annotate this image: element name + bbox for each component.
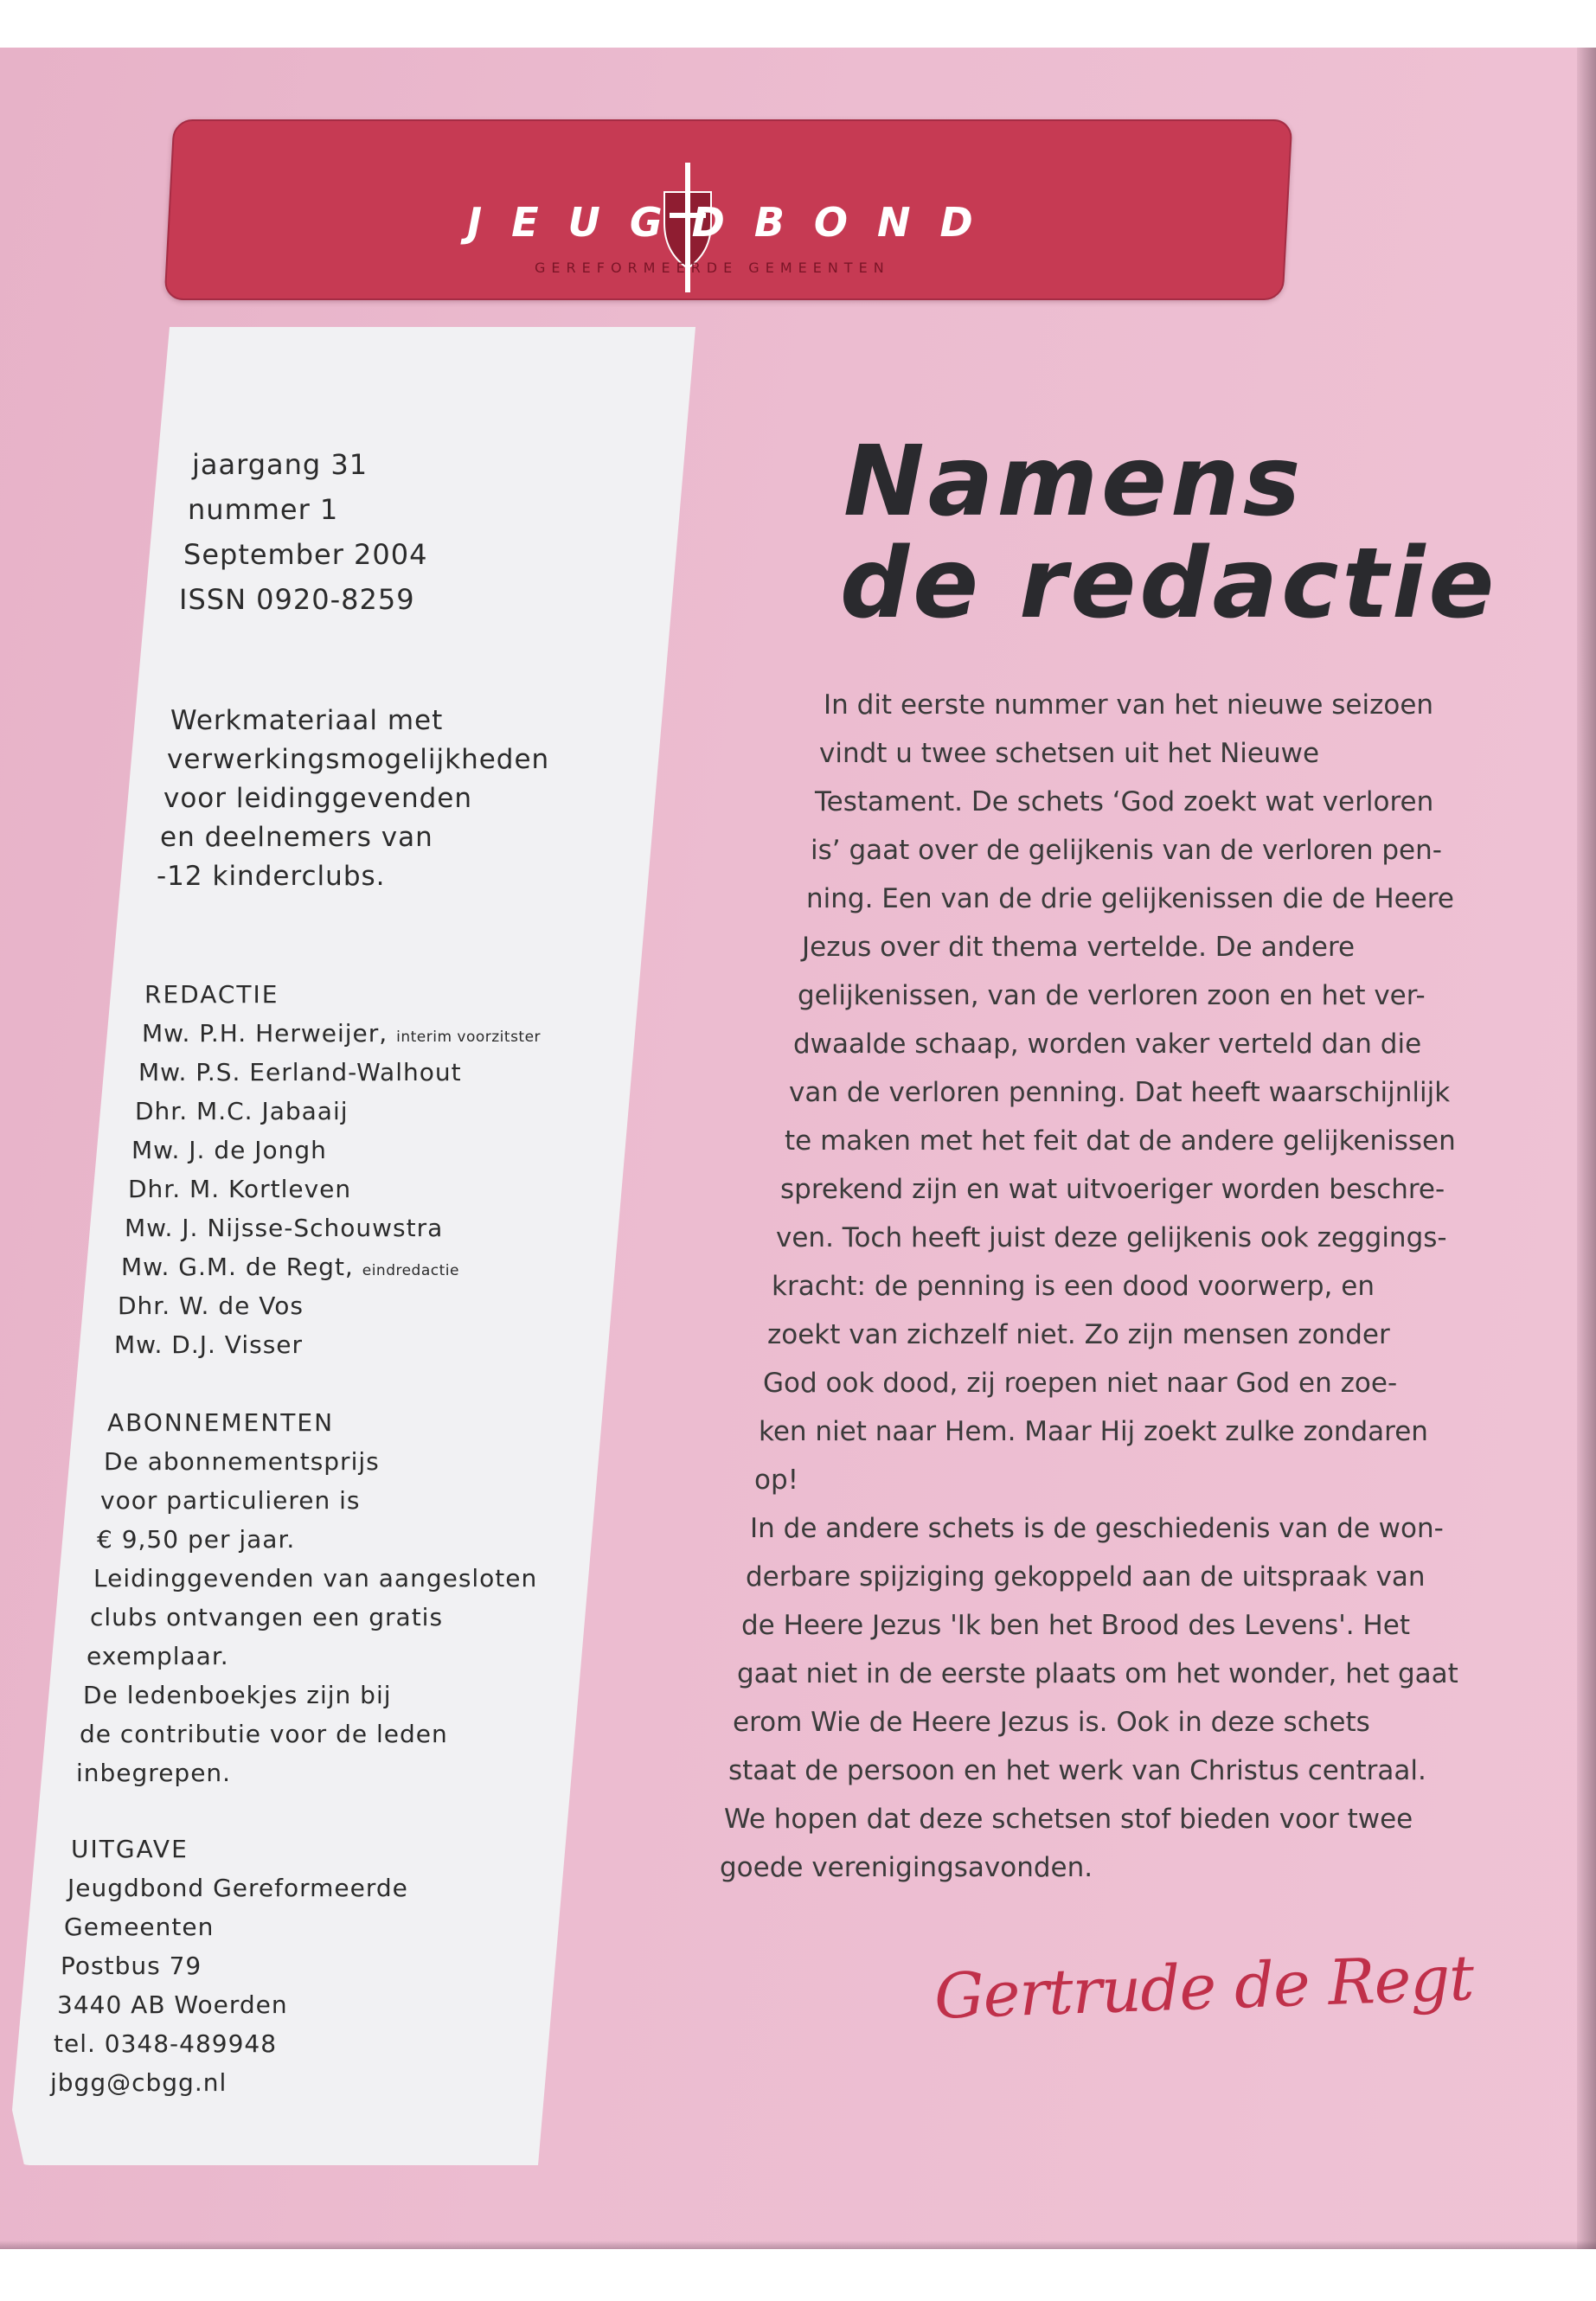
article-line: Testament. De schets ‘God zoekt wat verloren	[815, 786, 1434, 817]
uitgave-line: Jeugdbond Gereformeerde	[67, 1874, 408, 1902]
article-line: van de verloren penning. Dat heeft waarschijnlijk	[789, 1077, 1451, 1108]
redactie-member: Dhr. M.C. Jabaaij	[135, 1097, 349, 1125]
uitgave-email: jbgg@cbgg.nl	[50, 2068, 228, 2097]
abonnementen-line: € 9,50 per jaar.	[97, 1525, 296, 1554]
redactie-member: Mw. J. de Jongh	[131, 1136, 327, 1164]
redactie-member: Mw. J. Nijsse-Schouwstra	[125, 1214, 444, 1242]
uitgave-heading: UITGAVE	[71, 1835, 189, 1863]
article-title	[840, 426, 1498, 640]
article-line: derbare spijziging gekoppeld aan de uitspraak van	[746, 1561, 1426, 1593]
logo-subtitle: GEREFORMEERDE GEMEENTEN	[535, 260, 890, 276]
redactie-heading: REDACTIE	[144, 980, 279, 1009]
page-bottom-shadow	[0, 2240, 1596, 2249]
article-line: vindt u twee schetsen uit het Nieuwe	[819, 738, 1320, 769]
editor-signature: Gertrude de Regt	[933, 1941, 1475, 2033]
redactie-member: Dhr. M. Kortleven	[128, 1175, 352, 1203]
article-line: In dit eerste nummer van het nieuwe seizoen	[824, 689, 1434, 721]
uitgave-line: Postbus 79	[61, 1952, 202, 1980]
abonnementen-line: inbegrepen.	[76, 1759, 232, 1787]
redactie-member: Dhr. W. de Vos	[118, 1292, 304, 1320]
article-line: goede verenigingsavonden.	[720, 1852, 1093, 1883]
abonnementen-line: De ledenboekjes zijn bij	[83, 1681, 392, 1709]
redactie-member: Mw. P.S. Eerland-Walhout	[138, 1058, 462, 1086]
abonnementen-line: voor particulieren is	[100, 1486, 361, 1515]
logo-word: JEUGDBOND	[467, 199, 1003, 246]
redactie-member: Mw. D.J. Visser	[114, 1330, 304, 1359]
article-line: gaat niet in de eerste plaats om het wonder, het gaat	[737, 1658, 1458, 1689]
intro-line: Werkmateriaal met	[170, 705, 444, 736]
abonnementen-line: exemplaar.	[87, 1642, 229, 1670]
abonnementen-line: de contributie voor de leden	[80, 1720, 448, 1748]
intro-line: en deelnemers van	[160, 822, 433, 853]
article-line: ven. Toch heeft juist deze gelijkenis ook zeggings-	[776, 1222, 1447, 1253]
article-line: op!	[754, 1465, 799, 1496]
article-line: kracht: de penning is een dood voorwerp, en	[772, 1271, 1375, 1302]
abonnementen-line: De abonnementsprijs	[104, 1447, 380, 1476]
article-line: sprekend zijn en wat uitvoeriger worden beschre-	[780, 1174, 1445, 1205]
uitgave-line: tel. 0348-489948	[54, 2029, 278, 2058]
article-line: God ook dood, zij roepen niet naar God en zoe-	[763, 1368, 1398, 1399]
jeugdbond-logo	[450, 154, 1003, 284]
article-line: de Heere Jezus 'Ik ben het Brood des Levens'. Het	[741, 1610, 1410, 1641]
redactie-member: Mw. G.M. de Regt, eindredactie	[121, 1253, 459, 1281]
article-line: gelijkenissen, van de verloren zoon en het ver-	[798, 980, 1426, 1011]
article-line: zoekt van zichzelf niet. Zo zijn mensen zonder	[767, 1319, 1390, 1350]
article-line: te maken met het feit dat de andere gelijkenissen	[785, 1125, 1456, 1157]
article-line: ken niet naar Hem. Maar Hij zoekt zulke zondaren	[759, 1416, 1428, 1447]
abonnementen-line: clubs ontvangen een gratis	[90, 1603, 444, 1631]
title-line-1: Namens	[843, 426, 1304, 538]
member-role: eindredactie	[362, 1262, 459, 1279]
abonnementen-heading: ABONNEMENTEN	[107, 1408, 335, 1437]
uitgave-line: 3440 AB Woerden	[57, 1990, 288, 2019]
page-edge-shadow	[1577, 48, 1596, 2249]
article-line: In de andere schets is de geschiedenis van de won-	[750, 1513, 1444, 1544]
article-line: staat de persoon en het werk van Christus centraal.	[728, 1755, 1426, 1786]
meta-issue: nummer 1	[188, 493, 339, 526]
member-role: interim voorzitster	[396, 1029, 542, 1046]
article-line: dwaalde schaap, worden vaker verteld dan die	[793, 1029, 1422, 1060]
abonnementen-line: Leidinggevenden van aangesloten	[93, 1564, 538, 1593]
intro-line: -12 kinderclubs.	[157, 861, 386, 892]
title-line-2: de redactie	[840, 528, 1498, 640]
intro-line: verwerkingsmogelijkheden	[167, 744, 550, 775]
article-line: ning. Een van de drie gelijkenissen die de Heere	[806, 883, 1454, 914]
meta-volume: jaargang 31	[192, 448, 369, 481]
meta-date: September 2004	[183, 538, 428, 571]
uitgave-line: Gemeenten	[64, 1913, 215, 1941]
intro-line: voor leidinggevenden	[163, 783, 473, 814]
article-line: is’ gaat over de gelijkenis van de verloren pen-	[811, 835, 1442, 866]
article-line: Jezus over dit thema vertelde. De andere	[802, 932, 1356, 963]
article-line: We hopen dat deze schetsen stof bieden voor twee	[724, 1804, 1413, 1835]
article-line: erom Wie de Heere Jezus is. Ook in deze schets	[733, 1707, 1370, 1738]
redactie-member: Mw. P.H. Herweijer, interim voorzitster	[142, 1019, 542, 1048]
meta-issn: ISSN 0920-8259	[179, 583, 415, 616]
